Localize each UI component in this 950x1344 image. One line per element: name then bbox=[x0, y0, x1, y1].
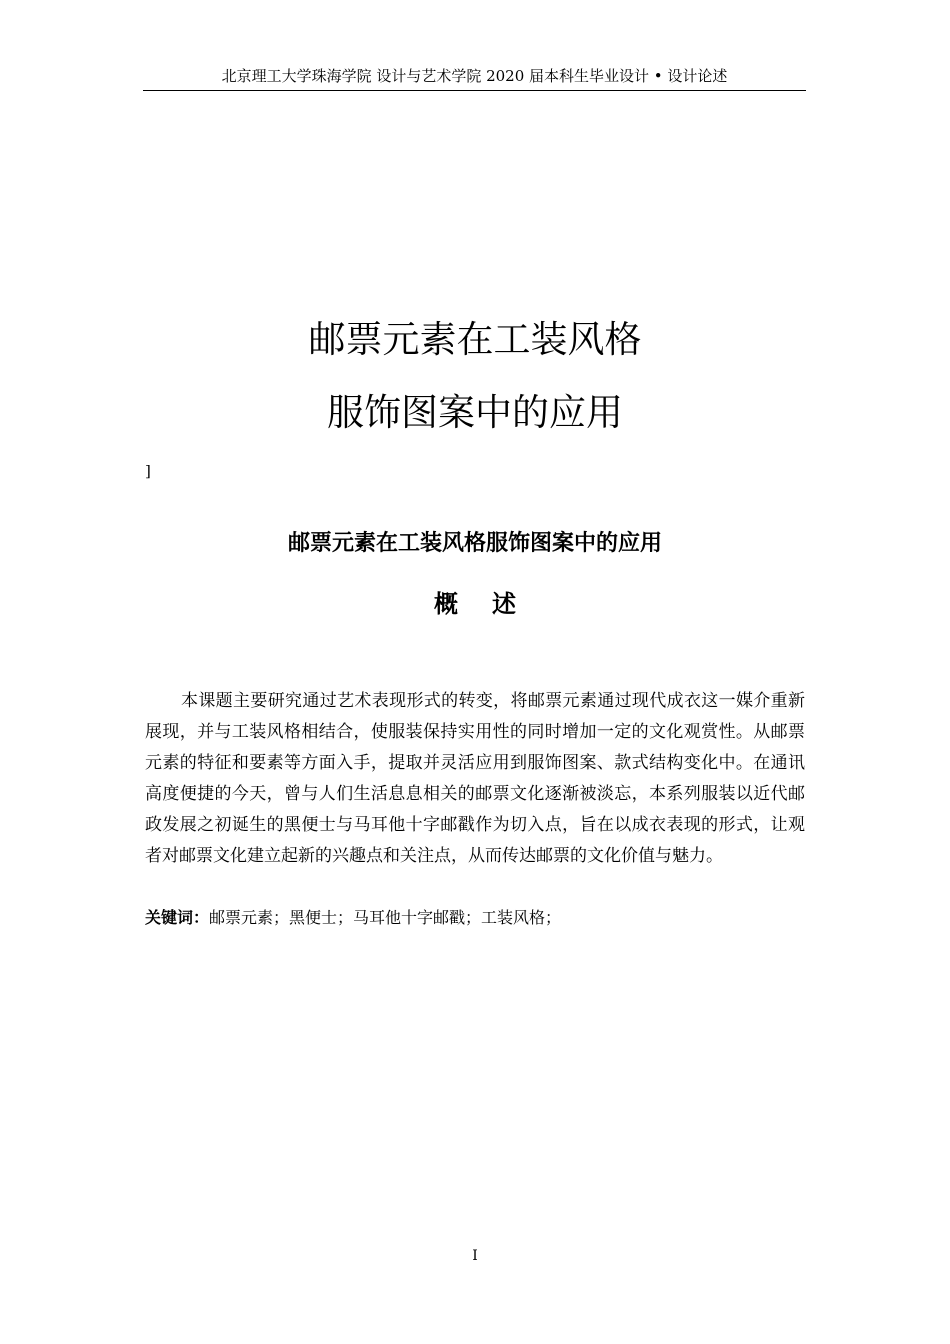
abstract-paragraph: 本课题主要研究通过艺术表现形式的转变，将邮票元素通过现代成衣这一媒介重新展现，并与工装风格相结合，使服装保持实用性的同时增加一定的文化观赏性。从邮票元素的特征和要素等方面入手，提取并灵活应用到服饰图案、款式结构变化中。在通讯高度便捷的今天，曾与人们生活息息相关的邮票文化逐渐被淡忘，本系列服装以近代邮政发展之初诞生的黑便士与马耳他十字邮戳作为切入点，旨在以成衣表现的形式，让观者对邮票文化建立起新的兴趣点和关注点，从而传达邮票的文化价值与魅力。 bbox=[145, 691, 805, 866]
keywords-text: 邮票元素；黑便士；马耳他十字邮戳；工装风格； bbox=[209, 908, 562, 927]
running-header bbox=[143, 64, 806, 91]
abstract-heading: 概述 bbox=[434, 590, 550, 618]
abstract-title: 邮票元素在工装风格服饰图案中的应用 bbox=[287, 531, 662, 556]
document-title-line-1: 邮票元素在工装风格 bbox=[308, 318, 642, 361]
stray-bracket-mark: ] bbox=[145, 462, 151, 480]
keywords-label: 关键词： bbox=[145, 908, 210, 927]
running-header-text: 北京理工大学珠海学院 设计与艺术学院 2020 届本科生毕业设计 • 设计论述 bbox=[221, 67, 728, 85]
page-number: I bbox=[472, 1248, 478, 1264]
keywords-line bbox=[145, 905, 805, 931]
document-title-line-2: 服饰图案中的应用 bbox=[327, 391, 623, 434]
